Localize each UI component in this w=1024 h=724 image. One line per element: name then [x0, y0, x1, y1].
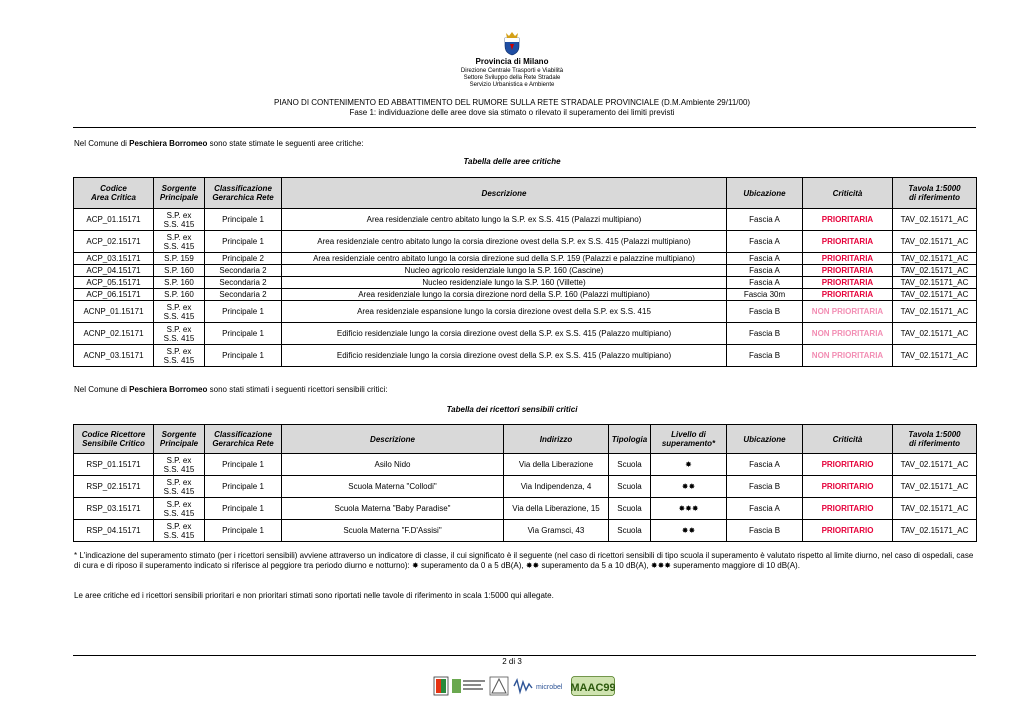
type-cell: Scuola — [609, 454, 651, 476]
description-cell: Asilo Nido — [282, 454, 504, 476]
criticality-cell: PRIORITARIA — [803, 231, 893, 253]
area-code-cell: ACNP_02.15171 — [74, 323, 154, 345]
table2-caption: Tabella dei ricettori sensibili critici — [446, 405, 578, 414]
address-cell: Via della Liberazione, 15 — [504, 498, 609, 520]
criticality-cell: NON PRIORITARIA — [803, 345, 893, 367]
source-line-2: S.S. 415 — [163, 508, 195, 518]
description-cell: Area residenziale centro abitato lungo la corsia direzione ovest della S.P. ex S.S. 415 (Palazzi multipiano) — [282, 231, 727, 253]
class-cell: Principale 1 — [205, 476, 282, 498]
table-row — [74, 520, 977, 542]
org-name: Provincia di Milano — [475, 57, 549, 66]
description-cell: Nucleo agricolo residenziale lungo la S.P. 160 (Cascine) — [282, 265, 727, 277]
tav-cell: TAV_02.15171_AC — [893, 520, 977, 542]
class-cell: Principale 1 — [205, 498, 282, 520]
description-cell: Scuola Materna "F.D'Assisi" — [282, 520, 504, 542]
col-location: Ubicazione — [727, 178, 803, 209]
source-line-1: S.P. ex — [166, 521, 192, 531]
tav-cell: TAV_02.15171_AC — [893, 289, 977, 301]
area-code-cell: ACP_01.15171 — [74, 209, 154, 231]
source-cell — [154, 301, 205, 323]
location-cell: Fascia A — [727, 253, 803, 265]
col-location: Ubicazione — [727, 425, 803, 454]
org-line-3: Servizio Urbanistica e Ambiente — [469, 82, 555, 88]
description-cell: Nucleo residenziale lungo la S.P. 160 (Villette) — [282, 277, 727, 289]
criticality-cell: PRIORITARIO — [803, 476, 893, 498]
microbel-logo — [512, 676, 568, 696]
area-code-cell: ACP_06.15171 — [74, 289, 154, 301]
source-line-2: S.S. 415 — [163, 311, 195, 321]
area-code-cell: ACP_03.15171 — [74, 253, 154, 265]
location-cell: Fascia A — [727, 454, 803, 476]
table-row — [74, 289, 977, 301]
source-cell — [154, 323, 205, 345]
table-row — [74, 498, 977, 520]
criticality-cell: PRIORITARIO — [803, 498, 893, 520]
receptor-code-cell: RSP_03.15171 — [74, 498, 154, 520]
plan-phase: Fase 1: individuazione delle aree dove sia stimato o rilevato il superamento dei limiti previsti — [349, 108, 675, 117]
location-cell: Fascia B — [727, 301, 803, 323]
description-cell: Area residenziale centro abitato lungo la S.P. ex S.S. 415 (Palazzi multipiano) — [282, 209, 727, 231]
criticality-cell: PRIORITARIO — [803, 520, 893, 542]
type-cell: Scuola — [609, 476, 651, 498]
tav-cell: TAV_02.15171_AC — [893, 476, 977, 498]
source-line-1: S.P. 160 — [164, 266, 194, 275]
svg-text:microbel: microbel — [536, 684, 563, 691]
location-cell: Fascia A — [727, 209, 803, 231]
col-type: Tipologia — [609, 425, 651, 454]
criticality-cell: PRIORITARIA — [803, 253, 893, 265]
type-cell: Scuola — [609, 498, 651, 520]
address-cell: Via della Liberazione — [504, 454, 609, 476]
col-address: Indirizzo — [504, 425, 609, 454]
criticality-cell: NON PRIORITARIA — [803, 323, 893, 345]
criticality-cell: PRIORITARIO — [803, 454, 893, 476]
source-line-1: S.P. ex — [166, 346, 192, 356]
source-cell — [154, 231, 205, 253]
level-cell: ✸✸ — [651, 476, 727, 498]
source-cell — [154, 209, 205, 231]
description-cell: Scuola Materna "Baby Paradise" — [282, 498, 504, 520]
maac99-logo — [571, 676, 615, 696]
criticality-cell: NON PRIORITARIA — [803, 301, 893, 323]
area-code-cell: ACP_02.15171 — [74, 231, 154, 253]
criticality-cell: PRIORITARIA — [803, 265, 893, 277]
table-row — [74, 323, 977, 345]
table-row — [74, 265, 977, 277]
source-line-1: S.P. ex — [166, 210, 192, 220]
table-row — [74, 301, 977, 323]
table-row — [74, 454, 977, 476]
org-line-1: Direzione Centrale Trasporti e Viabilità — [460, 68, 564, 74]
class-cell: Principale 1 — [205, 209, 282, 231]
tav-cell: TAV_02.15171_AC — [893, 498, 977, 520]
col-code: Codice Area Critica — [74, 178, 154, 209]
tav-cell: TAV_02.15171_AC — [893, 277, 977, 289]
col-tav: Tavola 1:5000 di riferimento — [893, 178, 977, 209]
source-line-2: S.S. 415 — [163, 464, 195, 474]
class-cell: Secondaria 2 — [205, 265, 282, 277]
plan-title: PIANO DI CONTENIMENTO ED ABBATTIMENTO DEL RUMORE SULLA RETE STRADALE PROVINCIALE (D.M.Ambiente 29/11/00) — [273, 98, 751, 107]
partner-logo-2 — [451, 676, 487, 696]
criticality-cell: PRIORITARIA — [803, 209, 893, 231]
tav-cell: TAV_02.15171_AC — [893, 253, 977, 265]
source-line-2: S.S. 415 — [163, 333, 195, 343]
source-line-2: S.S. 415 — [163, 219, 195, 229]
class-cell: Principale 1 — [205, 323, 282, 345]
class-cell: Principale 1 — [205, 301, 282, 323]
source-line-1: S.P. ex — [166, 324, 192, 334]
description-cell: Scuola Materna "Collodi" — [282, 476, 504, 498]
tav-cell: TAV_02.15171_AC — [893, 231, 977, 253]
source-line-1: S.P. 160 — [164, 290, 194, 299]
criticality-cell: PRIORITARIA — [803, 289, 893, 301]
location-cell: Fascia B — [727, 323, 803, 345]
section2-intro: Nel Comune di Peschiera Borromeo sono stati stimati i seguenti ricettori sensibili critici: — [74, 385, 388, 394]
location-cell: Fascia B — [727, 476, 803, 498]
table-row — [74, 253, 977, 265]
col-criticality: Criticità — [803, 425, 893, 454]
header-divider — [73, 127, 976, 128]
col-criticality: Criticità — [803, 178, 893, 209]
col-source: Sorgente Principale — [154, 425, 205, 454]
source-line-2: S.S. 415 — [163, 241, 195, 251]
table-row — [74, 277, 977, 289]
level-cell: ✸✸ — [651, 520, 727, 542]
source-cell — [154, 265, 205, 277]
col-source: Sorgente Principale — [154, 178, 205, 209]
closing-text: Le aree critiche ed i ricettori sensibili prioritari e non prioritari stimati sono riportati nelle tavole di riferimento in scala 1:5000 qui allegate. — [74, 591, 554, 600]
table-row — [74, 209, 977, 231]
source-line-1: S.P. ex — [166, 499, 192, 509]
table-row — [74, 476, 977, 498]
class-cell: Principale 2 — [205, 253, 282, 265]
partner-logo-1 — [433, 676, 449, 696]
area-code-cell: ACNP_01.15171 — [74, 301, 154, 323]
tav-cell: TAV_02.15171_AC — [893, 323, 977, 345]
source-line-1: S.P. ex — [166, 455, 192, 465]
area-code-cell: ACP_04.15171 — [74, 265, 154, 277]
sensitive-receptors-table — [73, 424, 977, 542]
footer-divider — [73, 655, 976, 656]
receptor-code-cell: RSP_02.15171 — [74, 476, 154, 498]
partner-logo-3 — [489, 676, 509, 696]
col-level: Livello di superamento* — [651, 425, 727, 454]
source-cell — [154, 277, 205, 289]
area-code-cell: ACNP_03.15171 — [74, 345, 154, 367]
critical-areas-table — [73, 177, 977, 367]
class-cell: Principale 1 — [205, 520, 282, 542]
location-cell: Fascia A — [727, 265, 803, 277]
table-row — [74, 231, 977, 253]
col-description: Descrizione — [282, 425, 504, 454]
receptor-code-cell: RSP_04.15171 — [74, 520, 154, 542]
type-cell: Scuola — [609, 520, 651, 542]
description-cell: Edificio residenziale lungo la corsia direzione ovest della S.P. ex S.S. 415 (Palazzo multipiano) — [282, 323, 727, 345]
source-line-1: S.P. ex — [166, 302, 192, 312]
source-line-1: S.P. ex — [166, 232, 192, 242]
class-cell: Principale 1 — [205, 231, 282, 253]
tav-cell: TAV_02.15171_AC — [893, 345, 977, 367]
receptor-code-cell: RSP_01.15171 — [74, 454, 154, 476]
criticality-cell: PRIORITARIA — [803, 277, 893, 289]
tav-cell: TAV_02.15171_AC — [893, 454, 977, 476]
class-cell: Secondaria 2 — [205, 277, 282, 289]
location-cell: Fascia 30m — [727, 289, 803, 301]
location-cell: Fascia B — [727, 520, 803, 542]
source-line-1: S.P. ex — [166, 477, 192, 487]
svg-text:MAAC99: MAAC99 — [571, 682, 615, 694]
area-code-cell: ACP_05.15171 — [74, 277, 154, 289]
col-class: Classificazione Gerarchica Rete — [205, 178, 282, 209]
table1-caption: Tabella delle aree critiche — [463, 157, 561, 166]
level-cell: ✸ — [651, 454, 727, 476]
description-cell: Area residenziale centro abitato lungo la corsia direzione sud della S.P. 159 (Palazzi e palazzine multipiano) — [282, 253, 727, 265]
source-cell — [154, 454, 205, 476]
section1-intro: Nel Comune di Peschiera Borromeo sono state stimate le seguenti aree critiche: — [74, 139, 364, 148]
location-cell: Fascia B — [727, 345, 803, 367]
class-cell: Principale 1 — [205, 454, 282, 476]
class-cell: Secondaria 2 — [205, 289, 282, 301]
location-cell: Fascia A — [727, 231, 803, 253]
page-number: 2 di 3 — [502, 657, 522, 666]
location-cell: Fascia A — [727, 277, 803, 289]
org-line-2: Settore Sviluppo della Rete Stradale — [463, 75, 561, 81]
source-cell — [154, 253, 205, 265]
source-line-2: S.S. 415 — [163, 355, 195, 365]
tav-cell: TAV_02.15171_AC — [893, 265, 977, 277]
footnote: * L'indicazione del superamento stimato (per i ricettori sensibili) avviene attraverso un indicatore di classe, il cui significato è il seguente (nel caso di ricettori sensibili di tipo scuola il superamento è valutato rispetto al limite diurno, nel caso di ospedali, case di cura e di riposo il superamento indicato si riferisce al peggiore tra periodo diurno e notturno): ✸ superamento da 0 a 5 dB(A), ✸✸ superamento da 5 a 10 dB(A), ✸✸✸ superamento maggiore di 10 dB(A). — [74, 551, 974, 570]
description-cell: Area residenziale espansione lungo la corsia direzione ovest della S.P. ex S.S. 415 — [282, 301, 727, 323]
col-tav: Tavola 1:5000 di riferimento — [893, 425, 977, 454]
level-cell: ✸✸✸ — [651, 498, 727, 520]
provincia-crest-logo — [501, 30, 523, 56]
class-cell: Principale 1 — [205, 345, 282, 367]
source-line-1: S.P. 160 — [164, 278, 194, 287]
col-code: Codice Ricettore Sensibile Critico — [74, 425, 154, 454]
source-line-1: S.P. 159 — [164, 254, 194, 263]
source-cell — [154, 476, 205, 498]
description-cell: Area residenziale lungo la corsia direzione nord della S.P. 160 (Palazzi multipiano) — [282, 289, 727, 301]
source-cell — [154, 289, 205, 301]
description-cell: Edificio residenziale lungo la corsia direzione ovest della S.P. ex S.S. 415 (Palazzo multipiano) — [282, 345, 727, 367]
tav-cell: TAV_02.15171_AC — [893, 301, 977, 323]
source-cell — [154, 498, 205, 520]
col-description: Descrizione — [282, 178, 727, 209]
col-class: Classificazione Gerarchica Rete — [205, 425, 282, 454]
source-line-2: S.S. 415 — [163, 486, 195, 496]
source-cell — [154, 520, 205, 542]
location-cell: Fascia A — [727, 498, 803, 520]
address-cell: Via Indipendenza, 4 — [504, 476, 609, 498]
address-cell: Via Gramsci, 43 — [504, 520, 609, 542]
source-line-2: S.S. 415 — [163, 530, 195, 540]
tav-cell: TAV_02.15171_AC — [893, 209, 977, 231]
table-row — [74, 345, 977, 367]
source-cell — [154, 345, 205, 367]
